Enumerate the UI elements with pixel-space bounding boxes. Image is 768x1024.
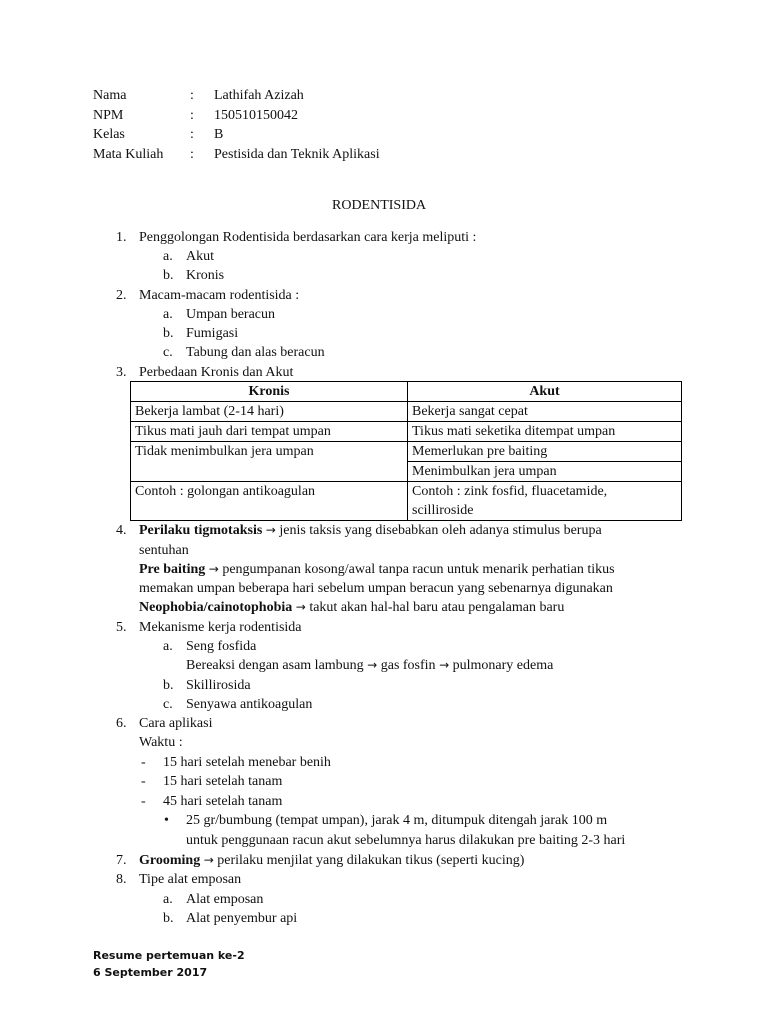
list-number: 7. <box>116 853 127 868</box>
waktu-label: Waktu : <box>139 735 183 750</box>
list-number: 2. <box>116 288 127 303</box>
definition-text: jenis taksis yang disebabkan oleh adanya stimulus berupa <box>279 523 602 538</box>
table-cell: Bekerja sangat cepat <box>408 402 682 422</box>
list-marker: c. <box>163 345 173 360</box>
list-marker: b. <box>163 678 174 693</box>
list-item: 15 hari setelah tanam <box>163 774 283 789</box>
bullet-icon: • <box>164 813 169 828</box>
section-3-text: Perbedaan Kronis dan Akut <box>139 365 294 380</box>
term-grooming: Grooming <box>139 853 201 868</box>
table-header-row <box>131 382 682 402</box>
label-mata-kuliah: Mata Kuliah <box>93 147 164 162</box>
value-kelas: B <box>214 127 224 142</box>
list-number: 5. <box>116 620 127 635</box>
term-neophobia: Neophobia/cainotophobia <box>139 600 293 615</box>
list-item: 15 hari setelah menebar benih <box>163 755 331 770</box>
dash-marker: - <box>141 774 146 789</box>
term-tigmotaksis: Perilaku tigmotaksis <box>139 523 263 538</box>
list-item: Alat emposan <box>186 892 264 907</box>
section-1-text: Penggolongan Rodentisida berdasarkan cara kerja meliputi : <box>139 230 477 245</box>
list-item: Alat penyembur api <box>186 911 298 926</box>
section-2-text: Macam-macam rodentisida : <box>139 288 300 303</box>
arrow-right-icon: → <box>439 658 450 672</box>
bullet-text: untuk penggunaan racun akut sebelumnya harus dilakukan pre baiting 2-3 hari <box>186 833 626 848</box>
value-mata-kuliah: Pestisida dan Teknik Aplikasi <box>214 147 380 162</box>
list-marker: b. <box>163 911 174 926</box>
list-marker: a. <box>163 307 173 322</box>
list-number: 4. <box>116 523 127 538</box>
table-row <box>131 482 682 521</box>
list-marker: a. <box>163 639 173 654</box>
footer-resume: Resume pertemuan ke-2 <box>93 949 245 962</box>
list-marker: a. <box>163 892 173 907</box>
definition-text: takut akan hal-hal baru atau pengalaman baru <box>309 600 565 615</box>
colon: : <box>190 147 194 162</box>
dash-marker: - <box>141 794 146 809</box>
list-item: Fumigasi <box>186 326 239 341</box>
arrow-right-icon: → <box>295 600 306 614</box>
table-cell-line: Contoh : zink fosfid, fluacetamide, <box>412 484 608 499</box>
list-item: Umpan beracun <box>186 307 276 322</box>
comparison-table <box>130 381 682 521</box>
label-kelas: Kelas <box>93 127 125 142</box>
term-pre-baiting: Pre baiting <box>139 562 206 577</box>
list-item: Senyawa antikoagulan <box>186 697 313 712</box>
column-header-akut: Akut <box>408 382 682 402</box>
table-cell: Tidak menimbulkan jera umpan <box>131 442 408 482</box>
table-row <box>131 422 682 442</box>
list-number: 3. <box>116 365 127 380</box>
list-item: Kronis <box>186 268 225 283</box>
definition-text: memakan umpan beberapa hari sebelum umpan beracun yang sebenarnya digunakan <box>139 581 613 596</box>
value-npm: 150510150042 <box>214 108 298 123</box>
arrow-right-icon: → <box>265 523 276 537</box>
colon: : <box>190 108 194 123</box>
table-cell-line: scilliroside <box>412 503 474 518</box>
definition-grooming <box>139 851 524 870</box>
label-nama: Nama <box>93 88 127 103</box>
definition-text: sentuhan <box>139 543 189 558</box>
colon: : <box>190 127 194 142</box>
table-cell: Bekerja lambat (2-14 hari) <box>131 402 408 422</box>
list-marker: b. <box>163 268 174 283</box>
arrow-right-icon: → <box>367 658 378 672</box>
label-npm: NPM <box>93 108 124 123</box>
bullet-text: 25 gr/bumbung (tempat umpan), jarak 4 m, ditumpuk ditengah jarak 100 m <box>186 813 608 828</box>
dash-marker: - <box>141 755 146 770</box>
table-row <box>131 442 682 462</box>
definition-text: pengumpanan kosong/awal tanpa racun untuk menarik perhatian tikus <box>222 562 615 577</box>
footer-date: 6 September 2017 <box>93 966 208 979</box>
colon: : <box>190 88 194 103</box>
list-number: 6. <box>116 716 127 731</box>
arrow-right-icon: → <box>203 853 214 867</box>
document-title: RODENTISIDA <box>332 198 427 213</box>
arrow-right-icon: → <box>208 562 219 576</box>
reaction-text: Bereaksi dengan asam lambung <box>186 658 364 673</box>
list-number: 8. <box>116 872 127 887</box>
table-row <box>131 402 682 422</box>
table-cell: Tikus mati seketika ditempat umpan <box>408 422 682 442</box>
list-number: 1. <box>116 230 127 245</box>
definition-pre-baiting <box>139 560 615 579</box>
list-item: Akut <box>186 249 214 264</box>
section-8-text: Tipe alat emposan <box>139 872 242 887</box>
list-item: Tabung dan alas beracun <box>186 345 325 360</box>
list-item: 45 hari setelah tanam <box>163 794 283 809</box>
reaction-line <box>186 656 553 675</box>
section-5-text: Mekanisme kerja rodentisida <box>139 620 302 635</box>
table-cell: Memerlukan pre baiting <box>408 442 682 462</box>
value-nama: Lathifah Azizah <box>214 88 304 103</box>
definition-tigmotaksis <box>139 521 602 540</box>
section-6-text: Cara aplikasi <box>139 716 213 731</box>
list-marker: a. <box>163 249 173 264</box>
list-item: Seng fosfida <box>186 639 257 654</box>
list-marker: c. <box>163 697 173 712</box>
column-header-kronis: Kronis <box>131 382 408 402</box>
table-cell: Tikus mati jauh dari tempat umpan <box>131 422 408 442</box>
table-cell <box>408 482 682 521</box>
list-marker: b. <box>163 326 174 341</box>
definition-text: perilaku menjilat yang dilakukan tikus (seperti kucing) <box>217 853 525 868</box>
reaction-text: gas fosfin <box>380 658 436 673</box>
table-cell: Contoh : golongan antikoagulan <box>131 482 408 521</box>
reaction-text: pulmonary edema <box>452 658 554 673</box>
definition-neophobia <box>139 598 564 617</box>
table-cell: Menimbulkan jera umpan <box>408 462 682 482</box>
list-item: Skillirosida <box>186 678 251 693</box>
